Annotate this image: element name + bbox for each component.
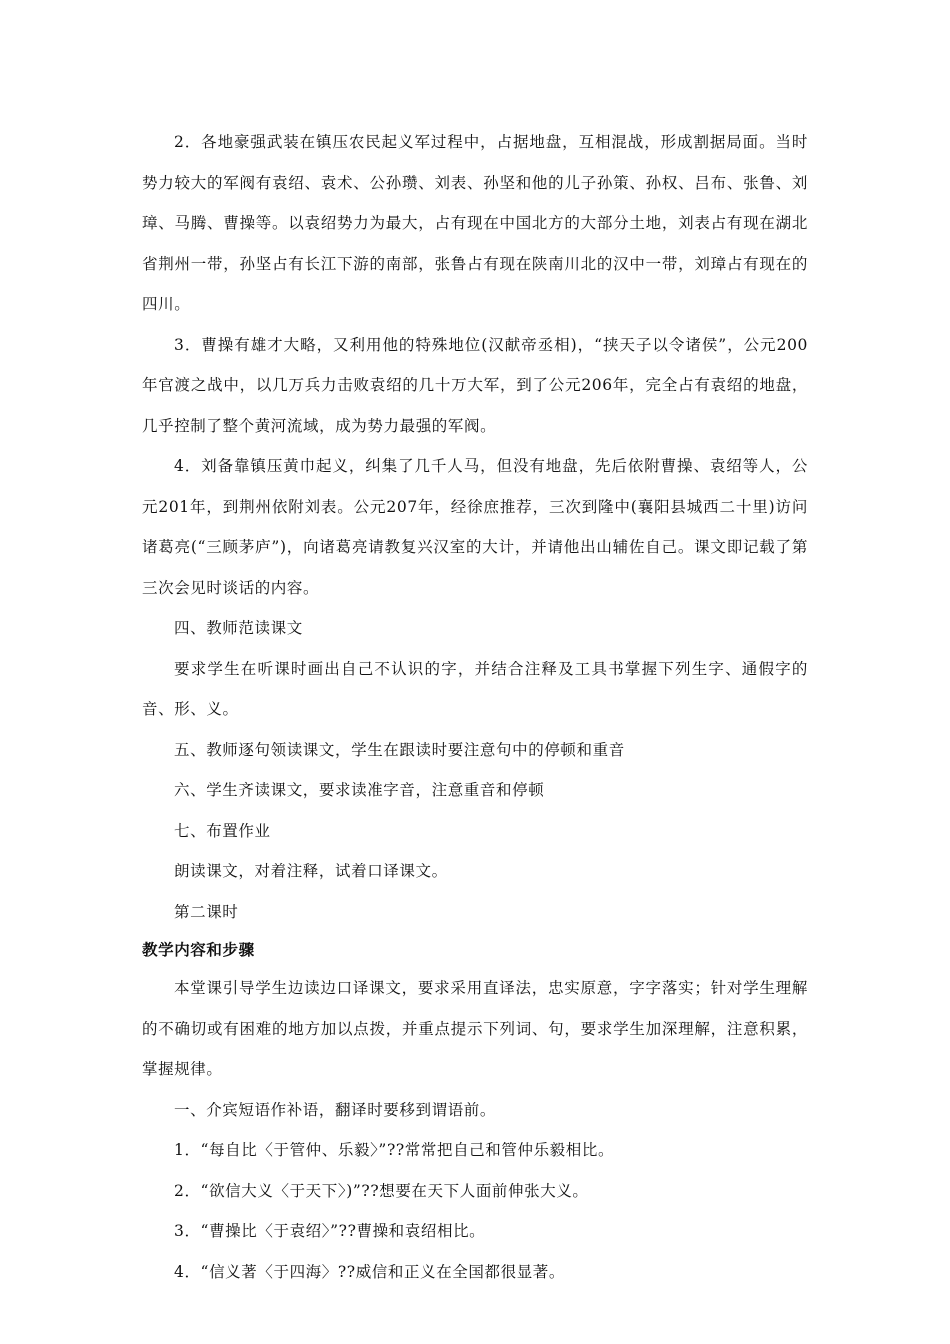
section-homework: 七、布置作业: [174, 821, 271, 840]
section-prepositional-phrase: 一、介宾短语作补语，翻译时要移到谓语前。: [174, 1100, 497, 1119]
paragraph-warlords: 2．各地豪强武装在镇压农民起义军过程中，占据地盘，互相混战，形成割据局面。当时势力较大的军阀有袁绍、袁术、公孙瓒、刘表、孙坚和他的儿子孙策、孙权、吕布、张鲁、刘璋、马腾、曹操等。以袁绍势力为最大，占有现在中国北方的大部分土地，刘表占有现在湖北省荆州一带，孙坚占有长江下游的南部，张鲁占有现在陕南川北的汉中一带，刘璋占有现在的四川。: [142, 133, 808, 313]
example-item-2: 2．“欲信大义〈于天下〉)”??想要在天下人面前伸张大义。: [174, 1181, 589, 1200]
section-teacher-reading: 四、教师范读课文: [174, 619, 303, 637]
example-item-4: 4．“信义著〈于四海〉??威信和正义在全国都很显著。: [174, 1262, 566, 1281]
paragraph-cao-cao: 3．曹操有雄才大略，又利用他的特殊地位(汉献帝丞相)，“挟天子以令诸侯”，公元200年官渡之战中，以几万兵力击败袁绍的几十万大军，到了公元206年，完全占有袁绍的地盘，几乎控制了整个黄河流域，成为势力最强的军阀。: [142, 335, 808, 435]
heading-teaching-steps: 教学内容和步骤: [142, 941, 255, 959]
paragraph-homework: 朗读课文，对着注释，试着口译课文。: [174, 862, 448, 880]
section-second-lesson: 第二课时: [174, 902, 239, 921]
document-body: [142, 122, 808, 1292]
section-group-reading: 六、学生齐读课文，要求读准字音，注意重音和停顿: [174, 781, 545, 799]
example-item-1: 1．“每自比〈于管仲、乐毅〉”??常常把自己和管仲乐毅相比。: [174, 1141, 615, 1159]
paragraph-liu-bei: 4．刘备靠镇压黄巾起义，纠集了几千人马，但没有地盘，先后依附曹操、袁绍等人，公元201年，到荆州依附刘表。公元207年，经徐庶推荐，三次到隆中(襄阳县城西二十里)访问诸葛亮(“三顾茅庐”)，向诸葛亮请教复兴汉室的大计，并请他出山辅佐自己。课文即记载了第三次会见时谈话的内容。: [142, 457, 808, 597]
paragraph-lesson-guide: 本堂课引导学生边读边口译课文，要求采用直译法，忠实原意，字字落实；针对学生理解的不确切或有困难的地方加以点拨，并重点提示下列词、句，要求学生加深理解，注意积累，掌握规律。: [142, 979, 808, 1078]
paragraph-reading-requirement: 要求学生在听课时画出自己不认识的字，并结合注释及工具书掌握下列生字、通假字的音、形、义。: [142, 659, 808, 718]
section-lead-reading: 五、教师逐句领读课文，学生在跟读时要注意句中的停顿和重音: [174, 740, 625, 759]
example-item-3: 3．“曹操比〈于袁绍〉”??曹操和袁绍相比。: [174, 1222, 486, 1240]
